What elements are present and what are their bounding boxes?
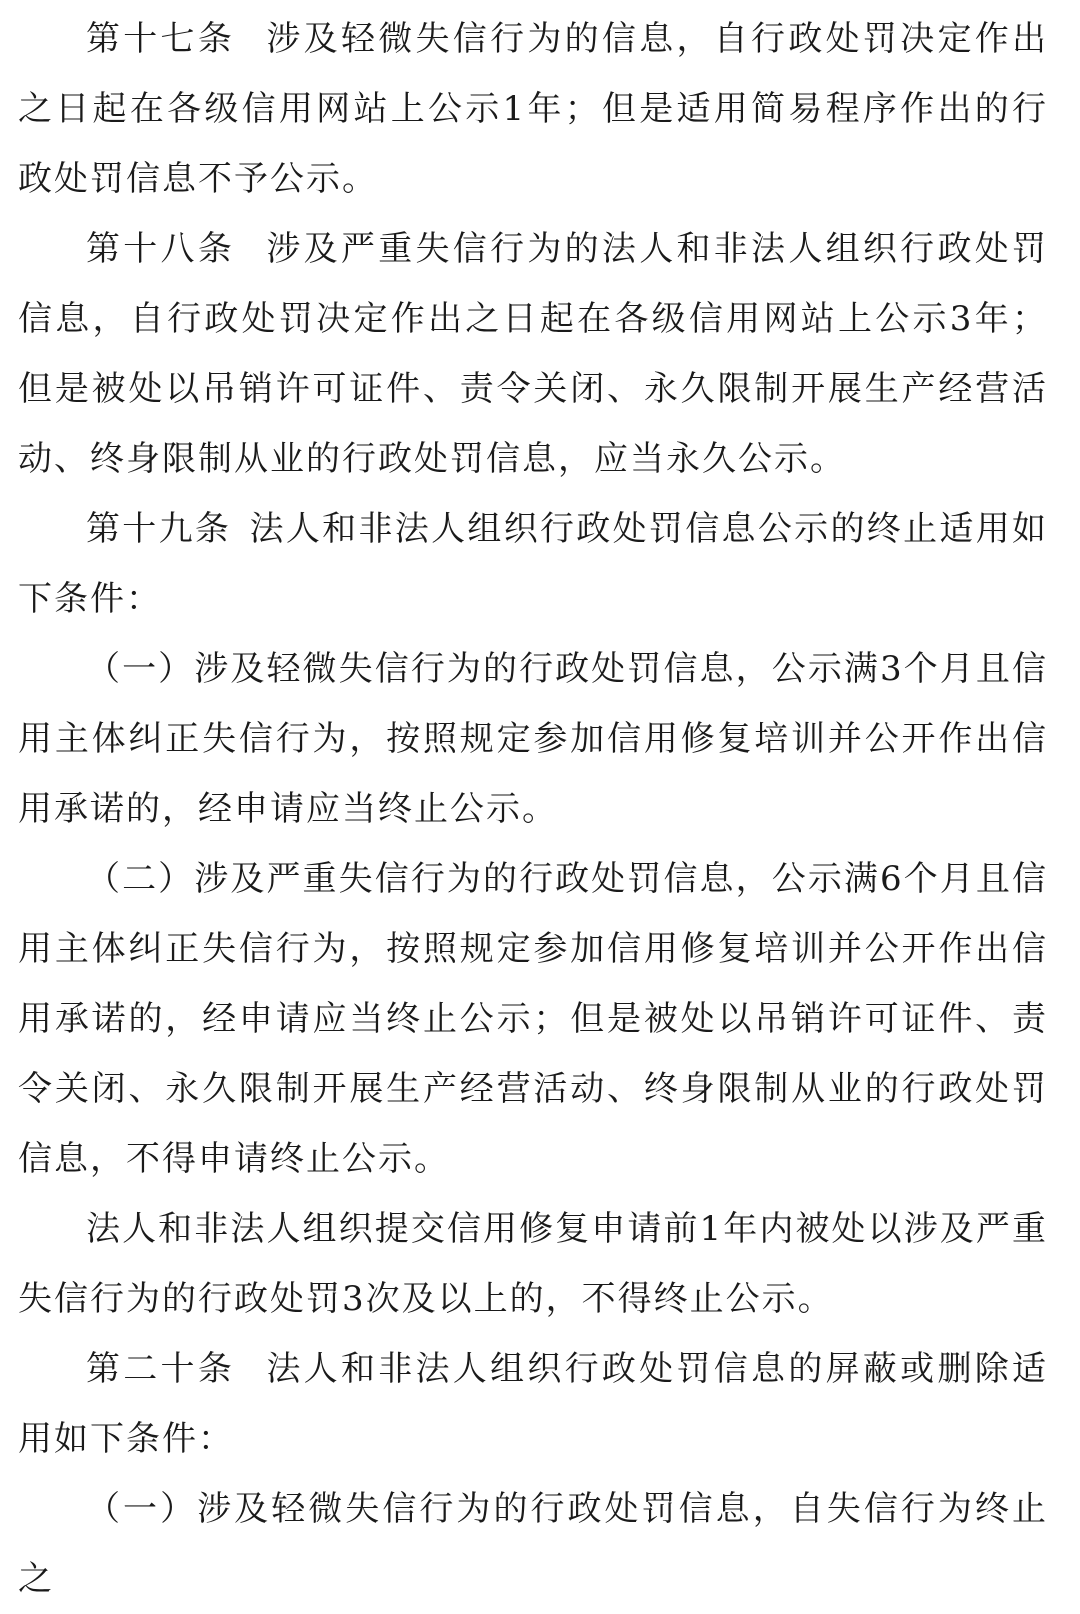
article-19-paragraph: [18, 494, 1048, 634]
article-19-item-1-text: （一）涉及轻微失信行为的行政处罚信息，公示满3个月且信用主体纠正失信行为，按照规定参加信用修复培训并公开作出信用承诺的，经申请应当终止公示。: [18, 649, 1048, 829]
article-20-item-1-text: （一）涉及轻微失信行为的行政处罚信息，自失信行为终止之: [18, 1489, 1048, 1599]
article-17-paragraph: [18, 4, 1048, 214]
article-18-paragraph: [18, 214, 1048, 494]
article-20-item-1: [18, 1474, 1048, 1614]
article-18-text: 涉及严重失信行为的法人和非法人组织行政处罚信息，自行政处罚决定作出之日起在各级信用网站上公示3年；但是被处以吊销许可证件、责令关闭、永久限制开展生产经营活动、终身限制从业的行政处罚信息，应当永久公示。: [18, 229, 1049, 479]
article-20-paragraph: [18, 1334, 1048, 1474]
article-17-text: 涉及轻微失信行为的信息，自行政处罚决定作出之日起在各级信用网站上公示1年；但是适用简易程序作出的行政处罚信息不予公示。: [18, 19, 1049, 199]
article-19-note-text: 法人和非法人组织提交信用修复申请前1年内被处以涉及严重失信行为的行政处罚3次及以上的，不得终止公示。: [18, 1209, 1048, 1319]
article-20-text: 法人和非法人组织行政处罚信息的屏蔽或删除适用如下条件：: [18, 1349, 1049, 1459]
article-17-heading: 第十七条: [86, 19, 236, 59]
article-19-item-2-text: （二）涉及严重失信行为的行政处罚信息，公示满6个月且信用主体纠正失信行为，按照规定参加信用修复培训并公开作出信用承诺的，经申请应当终止公示；但是被处以吊销许可证件、责令关闭、永久限制开展生产经营活动、终身限制从业的行政处罚信息，不得申请终止公示。: [18, 859, 1048, 1179]
article-19-item-1: [18, 634, 1048, 844]
article-19-text: 法人和非法人组织行政处罚信息公示的终止适用如下条件：: [18, 509, 1049, 619]
article-19-note: [18, 1194, 1048, 1334]
article-19-heading: 第十九条: [86, 509, 232, 549]
article-19-item-2: [18, 844, 1048, 1194]
article-20-heading: 第二十条: [86, 1349, 236, 1389]
article-18-heading: 第十八条: [86, 229, 236, 269]
